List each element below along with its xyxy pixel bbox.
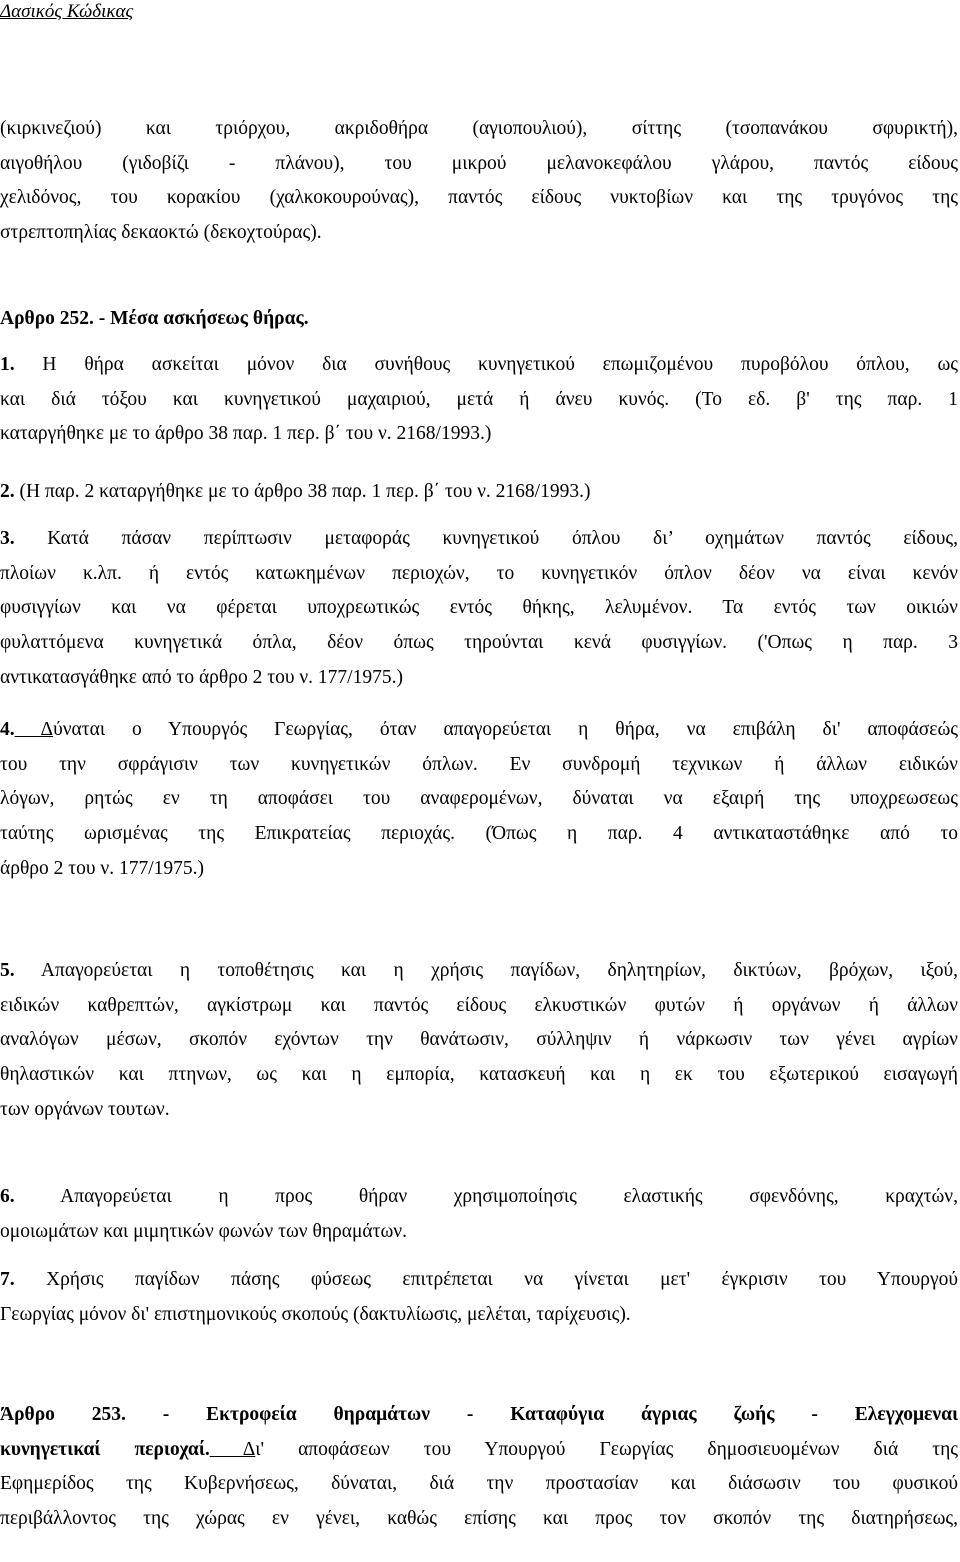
text-line: πλοίων κ.λπ. ή εντός κατωκημένων περιοχών, το κυνηγετικόν όπλον δέον να είναι κενόν: [0, 562, 958, 584]
text-line: Εφημερίδος της Κυβερνήσεως, δύναται, διά την προστασίαν και διάσωσιν του φυσικού: [0, 1473, 958, 1495]
text-run: Απαγορεύεται η προς θήραν χρησιμοποίησις ελαστικής σφενδόνης, κραχτών,: [14, 1186, 958, 1207]
text-line: [0, 1180, 958, 1215]
text-line: [0, 954, 958, 989]
paragraph-number: 6.: [0, 1186, 15, 1207]
text-line: Γεωργίας μόνον δι' επιστημονικούς σκοπούς (δακτυλίωσις, μελέται, ταρίχευσις).: [0, 1303, 631, 1325]
text-line: φυσιγγίων και να φέρεται υποχρεωτικώς εντός θήκης, λελυμένον. Τα εντός των οικιών: [0, 597, 958, 619]
text-run: Κατά πάσαν περίπτωσιν μεταφοράς κυνηγετικού όπλου δι’ οχημάτων παντός είδους,: [14, 528, 958, 549]
paragraph-4: [0, 713, 958, 886]
text-line: αναλόγων μέσων, σκοπόν εχόντων την θανάτωσιν, σύλληψιν ή νάρκωσιν των γένει αγρίων: [0, 1029, 958, 1051]
text-line: χελιδόνος, του κορακίου (χαλκοκουρούνας), παντός είδους νυκτοβίων και της τρυγόνος της: [0, 187, 958, 209]
underlined-letter: Δ: [14, 719, 54, 740]
text-line: ειδικών καθρεπτών, αγκίστρωμ και παντός είδους ελκυστικών φυτών ή οργάνων ή άλλων: [0, 994, 958, 1016]
text-run: ι' αποφάσεων του Υπουργού Γεωργίας δημοσιευομένων διά της: [255, 1438, 958, 1460]
text-line: [0, 1263, 958, 1298]
article-253: [0, 1398, 958, 1537]
text-line: φυλαττόμενα κυνηγετικά όπλα, δέον όπως τηρούνται κενά φυσιγγίων. ('Οπως η παρ. 3: [0, 632, 958, 654]
paragraph-number: 2.: [0, 481, 15, 502]
article-title-cont: κυνηγετικαί περιοχαί.: [0, 1438, 210, 1460]
text-run: Χρήσις παγίδων πάσης φύσεως επιτρέπεται να γίνεται μετ' έγκρισιν του Υπουργού: [14, 1269, 958, 1290]
text-run: (Η παρ. 2 καταργήθηκε με το άρθρο 38 παρ. 1 περ. β΄ του ν. 2168/1993.): [14, 481, 591, 502]
text-line: [0, 1433, 958, 1468]
text-run: Απαγορεύεται η τοποθέτησις και η χρήσις παγίδων, δηλητηρίων, δικτύων, βρόχων, ιξού,: [14, 960, 958, 981]
text-run: ύναται ο Υπουργός Γεωργίας, όταν απαγορεύεται η θήρα, να επιβάλη δι' αποφάσεώς: [53, 719, 958, 740]
text-run: Η θήρα ασκείται μόνον δια συνήθους κυνηγετικού επωμιζομένου πυροβόλου όπλου, ως: [14, 354, 958, 375]
text-line: [0, 475, 958, 510]
text-line: του την σφράγισιν των κυνηγετικών όπλων. Εν συνδρομή τεχνικων ή άλλων ειδικών: [0, 753, 958, 775]
text-line: θηλαστικών και πτηνων, ως και η εμπορία, κατασκευή και η εκ του εξωτερικού εισαγωγή: [0, 1064, 958, 1086]
text-line: καταργήθηκε με το άρθρο 38 παρ. 1 περ. β΄ του ν. 2168/1993.): [0, 423, 492, 445]
text-line: λόγων, ρητώς εν τη αποφάσει του αναφερομένων, δύναται να εξαιρή της υποχρεωσεως: [0, 788, 958, 810]
text-line: άρθρο 2 του ν. 177/1975.): [0, 857, 204, 879]
underlined-letter: Δ: [209, 1438, 256, 1460]
continuation-paragraph: [0, 112, 958, 251]
paragraph-number: 4.: [0, 719, 15, 740]
text-line: ταύτης ωρισμένας της Επικρατείας περιοχάς. (Όπως η παρ. 4 αντικαταστάθηκε από το: [0, 823, 958, 845]
text-line: ομοιωμάτων και μιμητικών φωνών των θηραμάτων.: [0, 1220, 407, 1242]
paragraph-2: [0, 475, 958, 510]
article-title: Άρθρο 253. - Εκτροφεία θηραμάτων - Καταφύγια άγριας ζωής - Ελεγχομεναι: [0, 1404, 958, 1425]
text-line: των οργάνων τουτων.: [0, 1098, 170, 1120]
paragraph-7: [0, 1263, 958, 1332]
paragraph-number: 3.: [0, 528, 15, 549]
text-line: περιβάλλοντος της χώρας εν γένει, καθώς επίσης και προς τον σκοπόν της διατηρήσεως,: [0, 1508, 958, 1530]
paragraph-1: [0, 348, 958, 452]
document-header-title: Δασικός Κώδικας: [0, 1, 134, 22]
paragraph-3: [0, 522, 958, 695]
text-line: και διά τόξου και κυνηγετικού μαχαιριού, μετά ή άνευ κυνός. (Το εδ. β' της παρ. 1: [0, 388, 958, 410]
text-line: [0, 713, 958, 748]
paragraph-number: 7.: [0, 1269, 15, 1290]
text-line: στρεπτοπηλίας δεκαοκτώ (δεκοχτούρας).: [0, 222, 322, 244]
paragraph-number: 5.: [0, 960, 15, 981]
article-252-heading: [0, 302, 958, 337]
article-title: Αρθρο 252. - Μέσα ασκήσεως θήρας.: [0, 308, 309, 329]
text-line: αντικατασγάθηκε από το άρθρο 2 του ν. 177/1975.): [0, 666, 403, 688]
text-line: αιγοθήλου (γιδοβίζι - πλάνου), του μικρού μελανοκεφάλου γλάρου, παντός είδους: [0, 152, 958, 174]
text-line: [0, 348, 958, 383]
text-line: [0, 522, 958, 557]
paragraph-6: [0, 1180, 958, 1249]
text-line: (κιρκινεζιού) και τριόρχου, ακριδοθήρα (αγιοπουλιού), σίττης (τσοπανάκου σφυρικτή),: [0, 118, 958, 139]
paragraph-number: 1.: [0, 354, 15, 375]
paragraph-5: [0, 954, 958, 1127]
